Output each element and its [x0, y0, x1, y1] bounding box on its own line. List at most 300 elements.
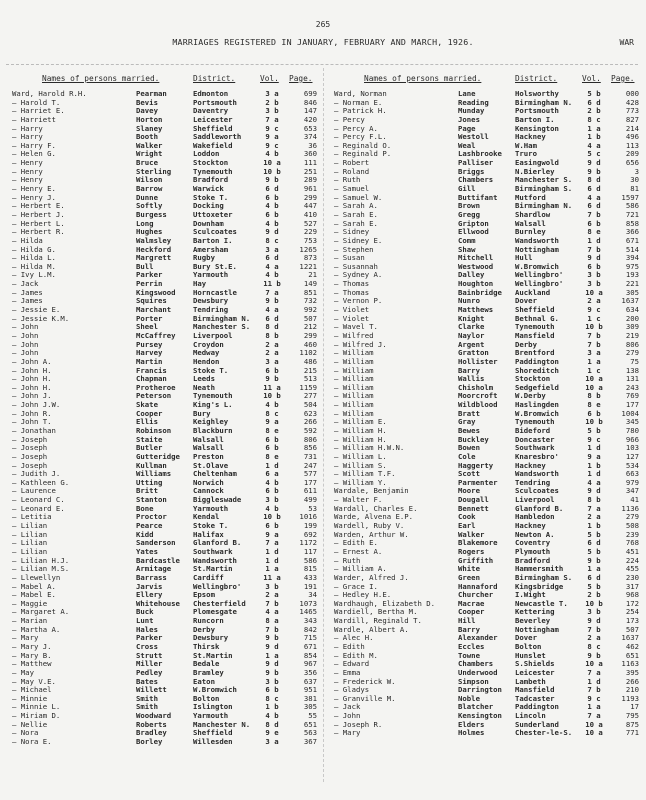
entry-spouse: Bainbridge — [458, 287, 502, 297]
entry-district: Bury St.E. — [193, 261, 237, 271]
entry-district: King's L. — [193, 400, 233, 410]
entry-vol: 1 b — [265, 702, 279, 712]
entry-spouse: Moorcroft — [458, 391, 498, 401]
entry-page: 277 — [303, 391, 317, 401]
entry-district: W.Derby — [515, 391, 546, 401]
entry-name: — Alec H. — [334, 633, 374, 643]
entry-page: 199 — [303, 521, 317, 531]
entry-vol: 5 b — [587, 425, 601, 435]
entry-name: — John — [12, 322, 39, 332]
entry-page: 131 — [625, 374, 639, 384]
entry-vol: 1 b — [587, 132, 601, 142]
entry-spouse: Davey — [136, 106, 158, 116]
entry-page: 507 — [625, 624, 639, 634]
entry-name: Wardhaugh, Elizabeth D. — [334, 598, 436, 608]
entry-vol: 9 c — [587, 693, 601, 703]
entry-district: Willesden — [193, 737, 233, 747]
entry-page: 504 — [303, 400, 317, 410]
entry-page: 1221 — [299, 261, 317, 271]
entry-page: 309 — [625, 322, 639, 332]
entry-spouse: Hannaford — [458, 581, 498, 591]
entry-vol: 9 d — [587, 616, 601, 626]
entry-vol: 1 a — [265, 650, 279, 660]
entry-name: — William — [334, 400, 374, 410]
entry-vol: 10 a — [263, 158, 281, 168]
entry-name: — Patrick H. — [334, 106, 387, 116]
entry-district: Sculcoates — [515, 486, 559, 496]
entry-spouse: Chisholm — [458, 382, 494, 392]
entry-vol: 9 d — [265, 642, 279, 651]
entry-vol: 3 b — [587, 279, 601, 289]
entry-district: Cannock — [193, 486, 224, 496]
entry-spouse: Utting — [136, 477, 163, 487]
entry-page: 858 — [625, 218, 639, 228]
entry-page: 1597 — [621, 192, 639, 202]
entry-page: 1073 — [299, 598, 317, 608]
entry-spouse: Long — [136, 218, 154, 228]
entry-spouse: Green — [458, 572, 480, 582]
entry-spouse: Slaney — [136, 123, 163, 133]
entry-name: — Leonard C. — [12, 495, 65, 505]
entry-district: Birmingham N. — [515, 201, 573, 211]
entry-district: Mansfield — [515, 685, 555, 695]
entry-vol: 7 b — [587, 244, 601, 254]
entry-vol: 4 a — [587, 140, 601, 150]
entry-vol: 1 a — [587, 356, 601, 366]
entry-vol: 6 b — [265, 365, 279, 375]
entry-name: — Henry — [12, 166, 43, 176]
entry-vol: 7 a — [265, 114, 279, 124]
entry-vol: 6 b — [265, 209, 279, 219]
entry-district: Yarmouth — [193, 503, 229, 513]
entry-page: 854 — [303, 650, 317, 660]
entry-vol: 9 b — [265, 374, 279, 384]
entry-vol: 11 b — [263, 279, 281, 289]
entry-page: 1637 — [621, 633, 639, 643]
entry-spouse: Gill — [458, 184, 476, 194]
entry-spouse: Underwood — [458, 667, 498, 677]
entry-name: — William — [334, 382, 374, 392]
entry-spouse: Bratt — [458, 408, 480, 418]
entry-page: 586 — [625, 201, 639, 211]
entry-page: 611 — [303, 486, 317, 496]
entry-spouse: Bull — [136, 261, 154, 271]
entry-name: — James — [12, 296, 43, 306]
right-column — [330, 74, 646, 738]
entry-page: 1265 — [299, 244, 317, 254]
entry-spouse: Parmenter — [458, 477, 498, 487]
entry-page: 967 — [303, 659, 317, 669]
entry-name: — Sarah E. — [334, 209, 378, 219]
entry-district: Sunderland — [515, 719, 559, 729]
entry-spouse: Miller — [136, 659, 163, 669]
entry-vol: 1 d — [265, 546, 279, 556]
entry-vol: 7 b — [265, 598, 279, 608]
entry-name: Wardale, Benjamin — [334, 486, 409, 496]
entry-name: — Violet — [334, 313, 370, 323]
entry-spouse: Whitehouse — [136, 598, 180, 608]
entry-page: 210 — [625, 685, 639, 695]
entry-name: — James — [12, 287, 43, 297]
entry-spouse: Barry — [458, 365, 480, 375]
entry-page: 451 — [625, 546, 639, 556]
entry-vol: 9 b — [587, 555, 601, 565]
entry-spouse: Dunne — [136, 192, 158, 202]
entry-vol: 6 d — [265, 184, 279, 194]
entry-page: 768 — [625, 538, 639, 548]
entry-page: 215 — [303, 365, 317, 375]
entry-spouse: Armitage — [136, 564, 172, 574]
entry-spouse: Westwood — [458, 261, 494, 271]
entry-page: 1159 — [299, 382, 317, 392]
entry-vol: 1 b — [587, 521, 601, 531]
entry-page: 577 — [303, 469, 317, 479]
entry-spouse: Munday — [458, 106, 485, 116]
entry-district: Sheffield — [515, 305, 555, 315]
entry-district: Sheffield — [193, 123, 233, 133]
entry-spouse: Bowen — [458, 443, 480, 453]
entry-page: 221 — [625, 279, 639, 289]
entry-vol: 1 d — [587, 676, 601, 686]
entry-vol: 8 e — [265, 425, 279, 435]
entry-district: Yarmouth — [193, 711, 229, 721]
entry-name: — Thomas — [334, 287, 370, 297]
entry-spouse: Chapman — [136, 374, 167, 384]
entry-name: — Ernest A. — [334, 546, 383, 556]
entry-vol: 2 a — [265, 348, 279, 358]
entry-vol: 2 a — [587, 633, 601, 643]
entry-district: Wandsworth — [515, 235, 559, 245]
entry-name: — Nellie — [12, 719, 48, 729]
entry-district: Leicester — [193, 114, 233, 124]
entry-vol: 7 b — [587, 624, 601, 634]
entry-page: 219 — [625, 330, 639, 340]
entry-name: — William H. — [334, 425, 387, 435]
entry-spouse: Naylor — [458, 330, 485, 340]
entry-district: Nottingham — [515, 244, 559, 254]
entry-name: — Wilfred — [334, 330, 374, 340]
entry-spouse: Walmsley — [136, 235, 172, 245]
entry-name: — Jack — [334, 702, 361, 712]
entry-district: Tynemouth — [193, 166, 233, 176]
entry-vol: 6 b — [587, 218, 601, 228]
entry-spouse: Skate — [136, 400, 158, 410]
entry-spouse: Porter — [136, 313, 163, 323]
entry-spouse: Walker — [136, 140, 163, 150]
entry-spouse: Blatcher — [458, 702, 494, 712]
entry-page: 36 — [308, 140, 317, 150]
entry-district: Runcorn — [193, 616, 224, 626]
entry-page: 1102 — [299, 348, 317, 358]
entry-page: 951 — [303, 685, 317, 695]
entry-district: Haslingden — [515, 400, 559, 410]
entry-vol: 8 d — [265, 719, 279, 729]
entry-district: Southwark — [515, 443, 555, 453]
entry-district: Manchester N. — [193, 719, 251, 729]
entry-page: 113 — [625, 140, 639, 150]
entry-name: — Mabel A. — [12, 581, 56, 591]
entry-district: Birmingham N. — [515, 97, 573, 107]
entry-name: — William — [334, 348, 374, 358]
entry-page: 374 — [303, 132, 317, 142]
entry-district: Nottingham — [515, 624, 559, 634]
entry-spouse: Gripton — [458, 218, 489, 228]
entry-spouse: Scott — [458, 469, 480, 479]
entry-spouse: Yates — [136, 546, 158, 556]
entry-district: Wellingbro' — [515, 270, 564, 280]
entry-district: Hambledon — [515, 512, 555, 522]
entry-name: — Henry E. — [12, 184, 56, 194]
entry-vol: 4 a — [587, 192, 601, 202]
entry-vol: 2 a — [265, 339, 279, 349]
entry-name: — William — [334, 356, 374, 366]
entry-district: Tendring — [193, 305, 229, 315]
entry-spouse: Staite — [136, 434, 163, 444]
entry-page: 3 — [634, 166, 639, 176]
entry-page: 527 — [303, 218, 317, 228]
entry-page: 623 — [303, 408, 317, 418]
entry-spouse: Jones — [458, 114, 480, 124]
entry-page: 410 — [303, 209, 317, 219]
entry-spouse: Ellis — [136, 417, 158, 427]
entry-name: — Judith J. — [12, 469, 61, 479]
entry-vol: 6 b — [265, 486, 279, 496]
entry-vol: 7 b — [265, 624, 279, 634]
entry-district: Birmingham N. — [193, 313, 251, 323]
entry-name: — Herbert L. — [12, 218, 65, 228]
entry-name: — Miriam D. — [12, 711, 61, 721]
entry-page: 1004 — [621, 408, 639, 418]
entry-vol: 9 a — [587, 451, 601, 461]
entry-name: Wardle, Albert A. — [334, 624, 409, 634]
entry-row — [330, 729, 646, 738]
entry-district: Kingsbridge — [515, 581, 564, 591]
entry-vol: 9 c — [265, 140, 279, 150]
entry-name: — Henry J. — [12, 192, 56, 202]
entry-page: 732 — [303, 296, 317, 306]
entry-name: — John R. — [12, 408, 52, 418]
entry-vol: 10 a — [585, 659, 603, 669]
entry-spouse: Bates — [136, 676, 158, 686]
entry-district: Hay — [193, 279, 207, 289]
entry-page: 305 — [303, 702, 317, 712]
entry-vol: 8 e — [265, 451, 279, 461]
entry-district: Chester-le-S. — [515, 728, 573, 738]
entry-vol: 8 c — [265, 693, 279, 703]
top-rule — [6, 64, 638, 65]
entry-spouse: Smith — [136, 702, 158, 712]
entry-spouse: Margrett — [136, 253, 172, 263]
entry-name: — Samuel — [334, 184, 370, 194]
entry-vol: 9 d — [265, 659, 279, 669]
entry-spouse: Kensington — [458, 711, 502, 721]
entry-district: W.Bromwich — [193, 685, 237, 695]
entry-name: — John T. — [12, 417, 52, 427]
entry-vol: 9 b — [265, 175, 279, 185]
entry-page: 827 — [625, 114, 639, 124]
entry-district: Edmonton — [193, 89, 229, 98]
entry-name: — Harry F. — [12, 140, 56, 150]
entry-spouse: Gray — [458, 417, 476, 427]
entry-spouse: Gratton — [458, 348, 489, 358]
entry-page: 637 — [303, 676, 317, 686]
entry-district: Bradford — [515, 555, 551, 565]
entry-name: — Harold T. — [12, 97, 61, 107]
entry-district: Shoreditch — [515, 365, 559, 375]
entry-vol: 9 e — [265, 728, 279, 738]
entry-spouse: Hill — [458, 616, 476, 626]
entry-spouse: Wildblood — [458, 400, 498, 410]
entry-page: 34 — [308, 590, 317, 600]
entry-district: Tadcaster — [515, 693, 555, 703]
entry-page: 508 — [625, 521, 639, 531]
entry-vol: 9 a — [265, 529, 279, 539]
entry-vol: 6 d — [587, 572, 601, 582]
entry-vol: 4 b — [265, 218, 279, 228]
entry-spouse: Ellwood — [458, 227, 489, 237]
entry-spouse: Martin — [136, 356, 163, 366]
entry-page: 656 — [625, 158, 639, 168]
entry-name: — Stephen — [334, 244, 374, 254]
entry-page: 499 — [303, 495, 317, 505]
entry-spouse: Knight — [458, 313, 485, 323]
entry-vol: 2 b — [265, 97, 279, 107]
entry-district: Bradford — [193, 175, 229, 185]
entry-district: Wellingbro' — [515, 279, 564, 289]
entry-name: — John H. — [12, 374, 52, 384]
entry-vol: 11 a — [263, 382, 281, 392]
entry-vol: 7 a — [587, 711, 601, 721]
header-district: District. — [193, 74, 236, 83]
entry-district: Coventry — [515, 538, 551, 548]
entry-vol: 7 a — [265, 538, 279, 548]
entry-spouse: Francis — [136, 365, 167, 375]
entry-name: — Lilian M.S. — [12, 564, 70, 574]
left-column — [8, 74, 324, 747]
entry-vol: 7 a — [587, 667, 601, 677]
entry-name: — Michael — [12, 685, 52, 695]
entry-spouse: Hughes — [136, 227, 163, 237]
entry-page: 806 — [625, 339, 639, 349]
entry-name: — Reginald P. — [334, 149, 392, 159]
entry-district: Bolton — [193, 693, 220, 703]
entry-district: Downham — [193, 218, 224, 228]
entry-name: — Hedley H.E. — [334, 590, 392, 600]
entry-district: I.Wight — [515, 590, 546, 600]
entry-name: Wardell, Ruby V. — [334, 521, 405, 531]
entry-name: — Frederick W. — [334, 676, 396, 686]
entry-page: 247 — [303, 460, 317, 470]
entry-district: Amersham — [193, 244, 229, 254]
entry-spouse: Barrow — [136, 184, 163, 194]
page-number: 265 — [315, 20, 331, 29]
entry-spouse: Strutt — [136, 650, 163, 660]
entry-name: — Letitia — [12, 512, 52, 522]
entry-name: — Mary B. — [12, 650, 52, 660]
entry-name: — William H. — [334, 434, 387, 444]
entry-name: — Lilian H.J. — [12, 555, 70, 565]
entry-name: — Vernon P. — [334, 296, 383, 306]
entry-vol: 8 d — [587, 175, 601, 185]
entry-name: — Herbert E. — [12, 201, 65, 211]
entry-vol: 8 e — [587, 400, 601, 410]
entry-vol: 1 d — [265, 555, 279, 565]
entry-name: — Ruth — [334, 555, 361, 565]
entry-vol: 1 d — [587, 443, 601, 453]
entry-vol: 7 b — [587, 330, 601, 340]
entry-vol: 7 b — [587, 339, 601, 349]
entry-spouse: Brown — [458, 201, 480, 211]
entry-page: 663 — [625, 469, 639, 479]
entry-spouse: Cole — [458, 451, 476, 461]
entry-spouse: Earl — [458, 521, 476, 531]
entry-district: Wellingbro' — [193, 581, 242, 591]
entry-spouse: Bone — [136, 503, 154, 513]
entry-spouse: Wallis — [458, 374, 485, 384]
entry-name: — William T.F. — [334, 469, 396, 479]
entry-page: 30 — [630, 175, 639, 185]
entry-district: Cheltenham — [193, 469, 237, 479]
header-names: Names of persons married. — [364, 74, 482, 83]
entry-name: — Reginald O. — [334, 140, 392, 150]
entry-district: Manchester S. — [193, 322, 251, 332]
entry-spouse: White — [458, 564, 480, 574]
entry-spouse: Bruce — [136, 158, 158, 168]
entry-name: — Llewellyn — [12, 572, 61, 582]
entry-spouse: Haggerty — [458, 460, 494, 470]
entry-name: — Marian — [12, 616, 48, 626]
entry-district: W.Bromwich — [515, 408, 559, 418]
entry-name: — Hilda L. — [12, 253, 56, 263]
entry-name: — Susan — [334, 253, 365, 263]
entry-vol: 9 b — [587, 650, 601, 660]
entry-name: — Sydney A. — [334, 270, 383, 280]
entry-name: — Jessie K.M. — [12, 313, 70, 323]
entry-name: Ward, Harold R.H. — [12, 89, 87, 98]
entry-district: Daventry — [193, 106, 229, 116]
entry-name: — Percy — [334, 114, 365, 124]
entry-vol: 3 a — [265, 89, 279, 98]
entry-vol: 3 b — [587, 270, 601, 280]
entry-district: Lambeth — [515, 676, 546, 686]
column-header — [8, 74, 324, 90]
entry-spouse: Rogers — [458, 546, 485, 556]
entry-spouse: Sanderson — [136, 538, 176, 548]
entry-vol: 7 a — [587, 503, 601, 513]
entry-vol: 3 b — [265, 676, 279, 686]
entry-page: 851 — [303, 287, 317, 297]
entry-district: Kettering — [515, 607, 555, 617]
entry-name: — Sidney — [334, 227, 370, 237]
entry-name: — Herbert R. — [12, 227, 65, 237]
entry-page: 873 — [303, 253, 317, 263]
entry-district: Derby — [193, 624, 215, 634]
entry-name: Warden, Arthur W. — [334, 529, 409, 539]
entry-name: — John — [334, 711, 361, 721]
entry-page: 239 — [625, 529, 639, 539]
entry-district: Warwick — [193, 184, 224, 194]
entry-name: — William H.W.N. — [334, 443, 405, 453]
entry-vol: 4 b — [265, 270, 279, 280]
entry-page: 634 — [625, 305, 639, 315]
entry-spouse: Pearce — [136, 521, 163, 531]
entry-name: — Sidney E. — [334, 235, 383, 245]
entry-vol: 6 d — [587, 184, 601, 194]
entry-page: 815 — [303, 564, 317, 574]
entry-page: 356 — [303, 667, 317, 677]
entry-district: Sedgefield — [515, 382, 559, 392]
entry-page: 394 — [625, 253, 639, 263]
